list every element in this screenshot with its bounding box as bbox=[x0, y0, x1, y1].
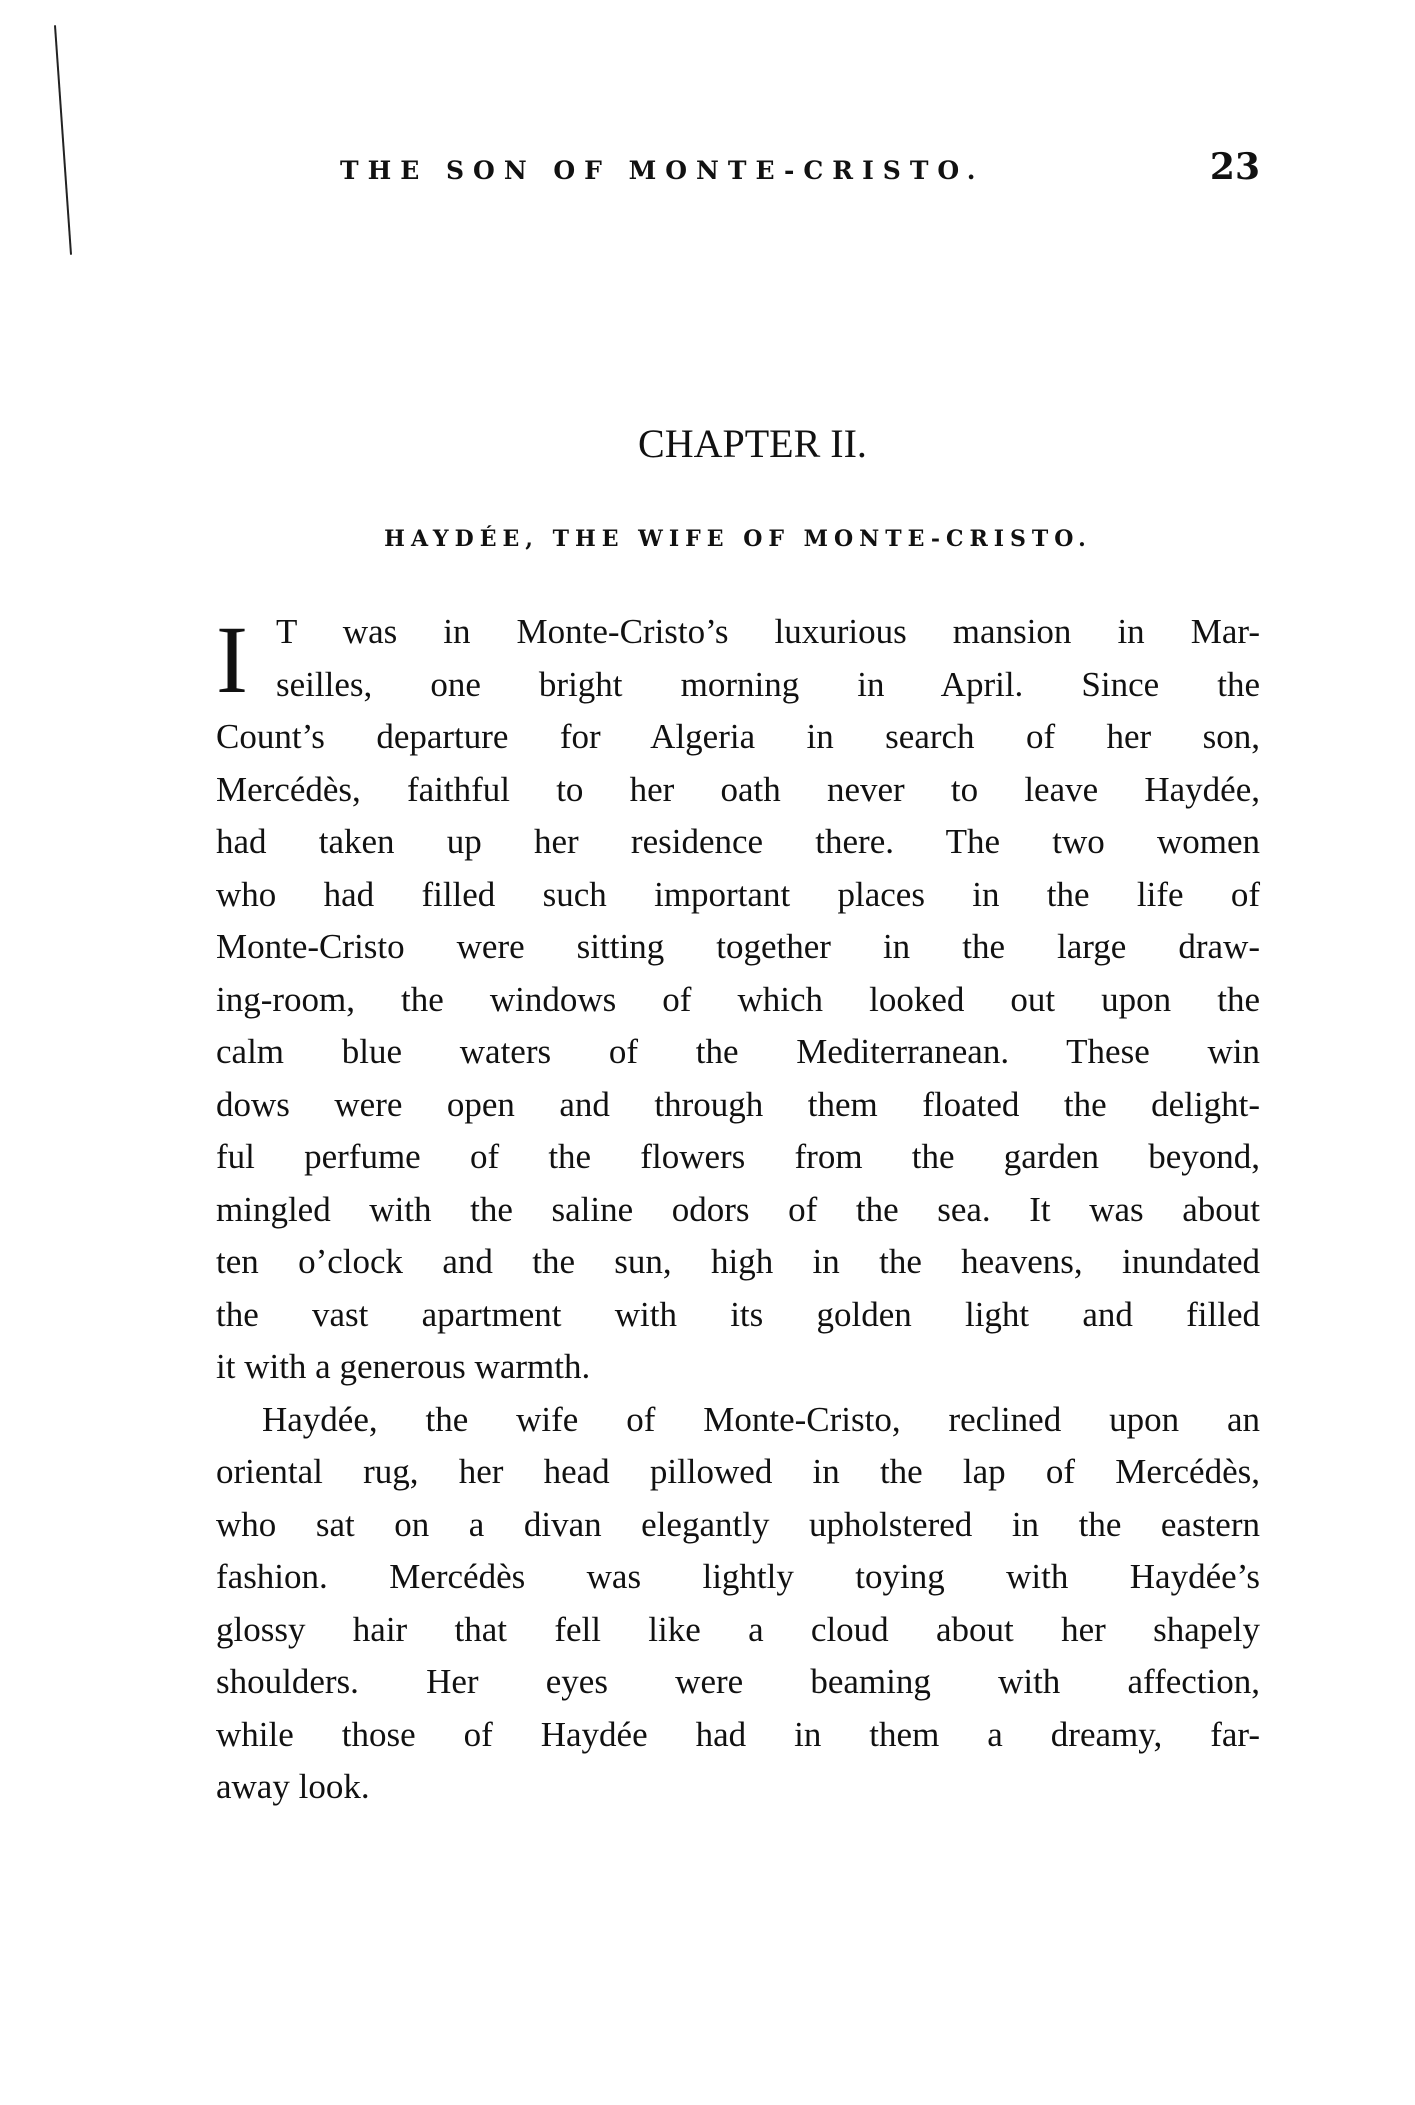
text-line: it with a generous warmth. bbox=[216, 1347, 591, 1386]
text-line: shoulders. Her eyes were beaming with affection, bbox=[216, 1662, 1260, 1701]
text-line: ing-room, the windows of which looked out upon the bbox=[216, 979, 1260, 1019]
drop-cap: I bbox=[216, 606, 248, 713]
text-line: ten o’clock and the sun, high in the heavens, inundated bbox=[216, 1242, 1260, 1281]
text-line: seilles, one bright morning in April. Since the bbox=[276, 664, 1260, 704]
paragraph-2 bbox=[216, 1394, 1260, 1814]
paragraph-1 bbox=[216, 606, 1260, 1394]
chapter-heading: CHAPTER II. bbox=[638, 421, 867, 466]
text-line: fashion. Mercédès was lightly toying with Haydée’s bbox=[216, 1557, 1260, 1596]
running-head bbox=[340, 146, 1260, 188]
text-line: ful perfume of the flowers from the garden beyond, bbox=[216, 1137, 1260, 1176]
text-line: Monte-Cristo were sitting together in the large draw- bbox=[216, 927, 1260, 966]
text-line: oriental rug, her head pillowed in the lap of Mercédès, bbox=[216, 1452, 1260, 1491]
text-line: who sat on a divan elegantly upholstered in the eastern bbox=[216, 1504, 1260, 1544]
chapter-subtitle: HAYDÉE, THE WIFE OF MONTE-CRISTO. bbox=[384, 526, 1092, 552]
text-line: who had filled such important places in the life of bbox=[216, 874, 1260, 914]
text-line: Haydée, the wife of Monte-Cristo, reclined upon an bbox=[262, 1399, 1260, 1439]
text-line: away look. bbox=[216, 1767, 370, 1806]
scan-margin-line bbox=[54, 25, 72, 255]
running-title: THE SON OF MONTE-CRISTO. bbox=[340, 156, 985, 185]
text-line: Count’s departure for Algeria in search of her son, bbox=[216, 717, 1260, 756]
text-line: the vast apartment with its golden light and filled bbox=[216, 1294, 1260, 1334]
text-line: mingled with the saline odors of the sea. It was about bbox=[216, 1189, 1260, 1229]
text-line: dows were open and through them floated the delight- bbox=[216, 1084, 1260, 1124]
text-line: had taken up her residence there. The two women bbox=[216, 822, 1260, 861]
text-line: Mercédès, faithful to her oath never to leave Haydée, bbox=[216, 769, 1260, 809]
page-number: 23 bbox=[1209, 146, 1260, 188]
text-line: calm blue waters of the Mediterranean. These win bbox=[216, 1032, 1260, 1071]
body-text bbox=[216, 606, 1260, 1814]
text-line: glossy hair that fell like a cloud about her shapely bbox=[216, 1609, 1260, 1649]
text-line: while those of Haydée had in them a dreamy, far- bbox=[216, 1714, 1260, 1754]
text-line: T was in Monte-Cristo’s luxurious mansion in Mar- bbox=[276, 612, 1260, 651]
